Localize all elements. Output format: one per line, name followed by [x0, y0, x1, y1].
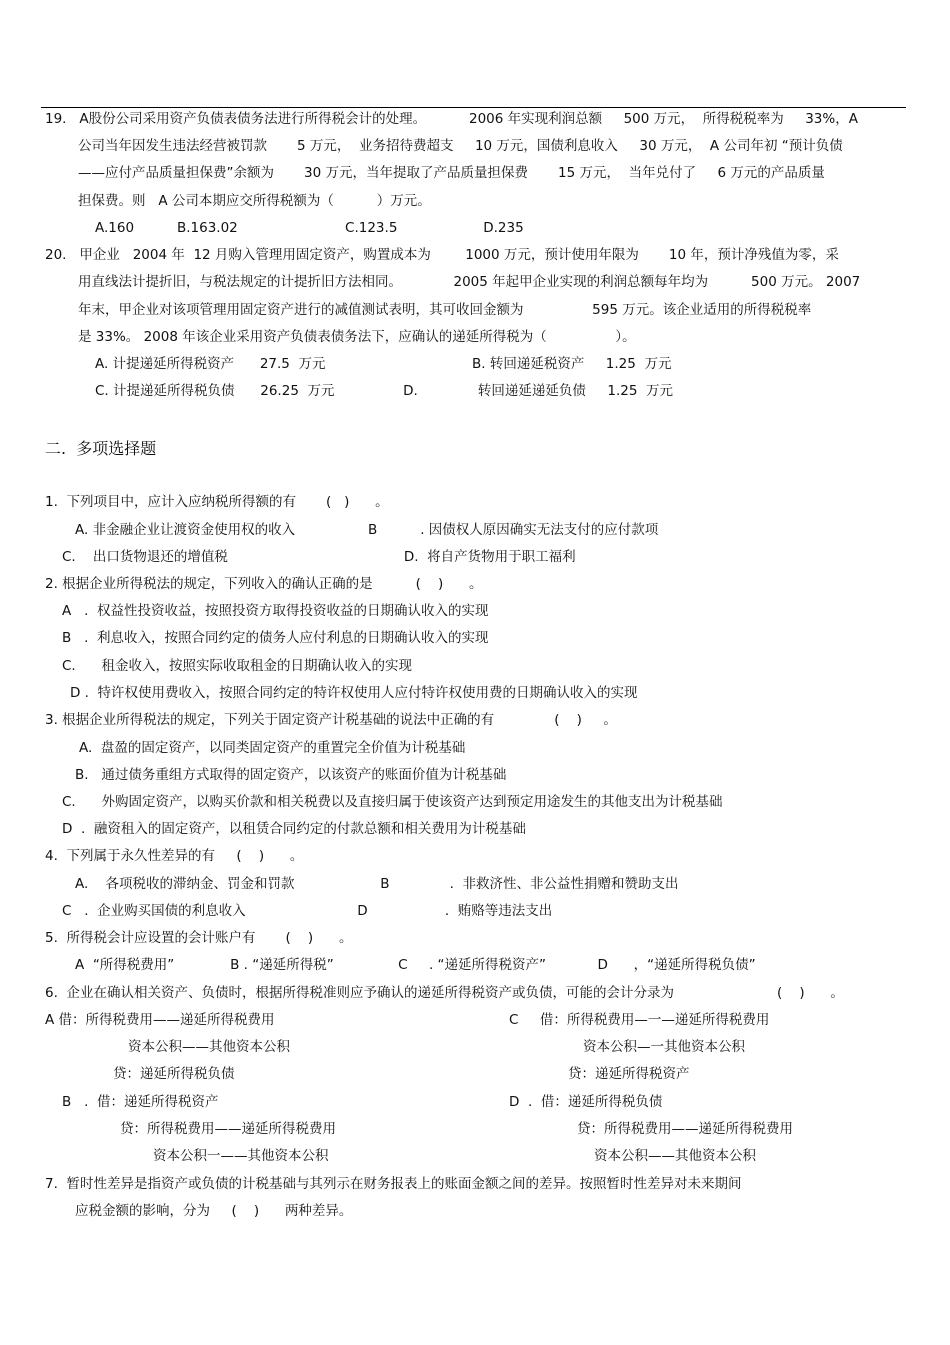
- text-line: A “所得税费用” B . “递延所得税” C . “递延所得税资产” D ，“递延所得税负债”: [75, 957, 756, 973]
- text-line: B . 借：递延所得税资产: [62, 1094, 219, 1110]
- text-line: 是 33%。 2008 年该企业采用资产负债表债务法下，应确认的递延所得税为（ ）。: [78, 329, 636, 345]
- text-line: C. 外购固定资产，以购买价款和相关税费以及直接归属于使该资产达到预定用途发生的其他支出为计税基础: [62, 794, 723, 810]
- text-line: C . 企业购买国债的利息收入 D . 贿赂等违法支出: [62, 903, 553, 919]
- text-line: 用直线法计提折旧，与税法规定的计提折旧方法相同。 2005 年起甲企业实现的利润总额每年均为 500 万元。 2007: [78, 274, 861, 290]
- text-line: 资本公积一——其他资本公积: [153, 1148, 329, 1164]
- text-line: B. 转回递延税资产 1.25 万元: [472, 356, 672, 372]
- section-heading: 二. 多项选择题: [45, 439, 157, 458]
- text-line: A 借：所得税费用——递延所得税费用: [45, 1012, 275, 1028]
- text-line: C. 租金收入，按照实际收取租金的日期确认收入的实现: [62, 658, 412, 674]
- text-line: 资本公积——其他资本公积: [594, 1148, 756, 1164]
- text-line: B. 通过债务重组方式取得的固定资产，以该资产的账面价值为计税基础: [75, 767, 507, 783]
- text-line: C. 出口货物退还的增值税 D. 将自产货物用于职工福利: [62, 549, 576, 565]
- text-line: 应税金额的影响，分为 ( ) 两种差异。: [75, 1203, 353, 1219]
- text-line: A.160 B.163.02 C.123.5 D.235: [95, 220, 524, 236]
- text-line: A . 权益性投资收益，按照投资方取得投资收益的日期确认收入的实现: [62, 603, 489, 619]
- text-line: 6. 企业在确认相关资产、负债时，根据所得税准则应予确认的递延所得税资产或负债，可能的会计分录为 ( ) 。: [45, 985, 844, 1001]
- text-line: 2. 根据企业所得税法的规定，下列收入的确认正确的是 ( ) 。: [45, 576, 483, 592]
- text-line: A. 盘盈的固定资产，以同类固定资产的重置完全价值为计税基础: [79, 740, 466, 756]
- text-line: 公司当年因发生违法经营被罚款 5 万元， 业务招待费超支 10 万元，国债利息收入 30 万元， A 公司年初 “预计负债: [78, 138, 843, 154]
- text-line: 3. 根据企业所得税法的规定，下列关于固定资产计税基础的说法中正确的有 ( ) 。: [45, 712, 617, 728]
- text-line: 年末，甲企业对该项管理用固定资产进行的减值测试表明，其可收回金额为 595 万元。该企业适用的所得税税率: [78, 302, 812, 318]
- text-line: A. 非金融企业让渡资金使用权的收入 B . 因债权人原因确实无法支付的应付款项: [75, 522, 659, 538]
- text-line: B . 利息收入，按照合同约定的债务人应付利息的日期确认收入的实现: [62, 630, 489, 646]
- text-line: 4. 下列属于永久性差异的有 ( ) 。: [45, 848, 304, 864]
- text-line: C. 计提递延所得税负债 26.25 万元 D. 转回递延递延负债 1.25 万元: [95, 383, 674, 399]
- text-line: 贷：所得税费用——递延所得税费用: [120, 1121, 336, 1137]
- text-line: 资本公积——其他资本公积: [128, 1039, 290, 1055]
- text-line: A. 计提递延所得税资产 27.5 万元: [95, 356, 326, 372]
- text-line: 1. 下列项目中，应计入应纳税所得额的有 ( ) 。: [45, 494, 389, 510]
- text-line: D . 借：递延所得税负债: [509, 1094, 663, 1110]
- text-line: 担保费。则 A 公司本期应交所得税额为（ ）万元。: [78, 193, 431, 209]
- text-line: ——应付产品质量担保费”余额为 30 万元，当年提取了产品质量担保费 15 万元， 当年兑付了 6 万元的产品质量: [78, 165, 825, 181]
- text-line: C 借：所得税费用—一—递延所得税费用: [509, 1012, 770, 1028]
- text-line: 7. 暂时性差异是指资产或负债的计税基础与其列示在财务报表上的账面金额之间的差异。按照暂时性差异对未来期间: [45, 1176, 742, 1192]
- text-line: 贷：递延所得税负债: [113, 1066, 235, 1082]
- text-line: 贷：所得税费用——递延所得税费用: [577, 1121, 793, 1137]
- text-line: 19. A股份公司采用资产负债表债务法进行所得税会计的处理。 2006 年实现利润总额 500 万元， 所得税税率为 33%，A: [45, 111, 858, 127]
- text-line: 贷：递延所得税资产: [568, 1066, 690, 1082]
- text-line: A. 各项税收的滞纳金、罚金和罚款 B . 非救济性、非公益性捐赠和赞助支出: [75, 876, 679, 892]
- text-line: D . 融资租入的固定资产，以租赁合同约定的付款总额和相关费用为计税基础: [62, 821, 526, 837]
- text-line: 20. 甲企业 2004 年 12 月购入管理用固定资产，购置成本为 1000 万元，预计使用年限为 10 年，预计净残值为零，采: [45, 247, 839, 263]
- top-rule: [41, 107, 906, 108]
- text-line: 资本公积—一其他资本公积: [583, 1039, 745, 1055]
- text-line: 5. 所得税会计应设置的会计账户有 ( ) 。: [45, 930, 353, 946]
- text-line: D . 特许权使用费收入，按照合同约定的特许权使用人应付特许权使用费的日期确认收入的实现: [70, 685, 638, 701]
